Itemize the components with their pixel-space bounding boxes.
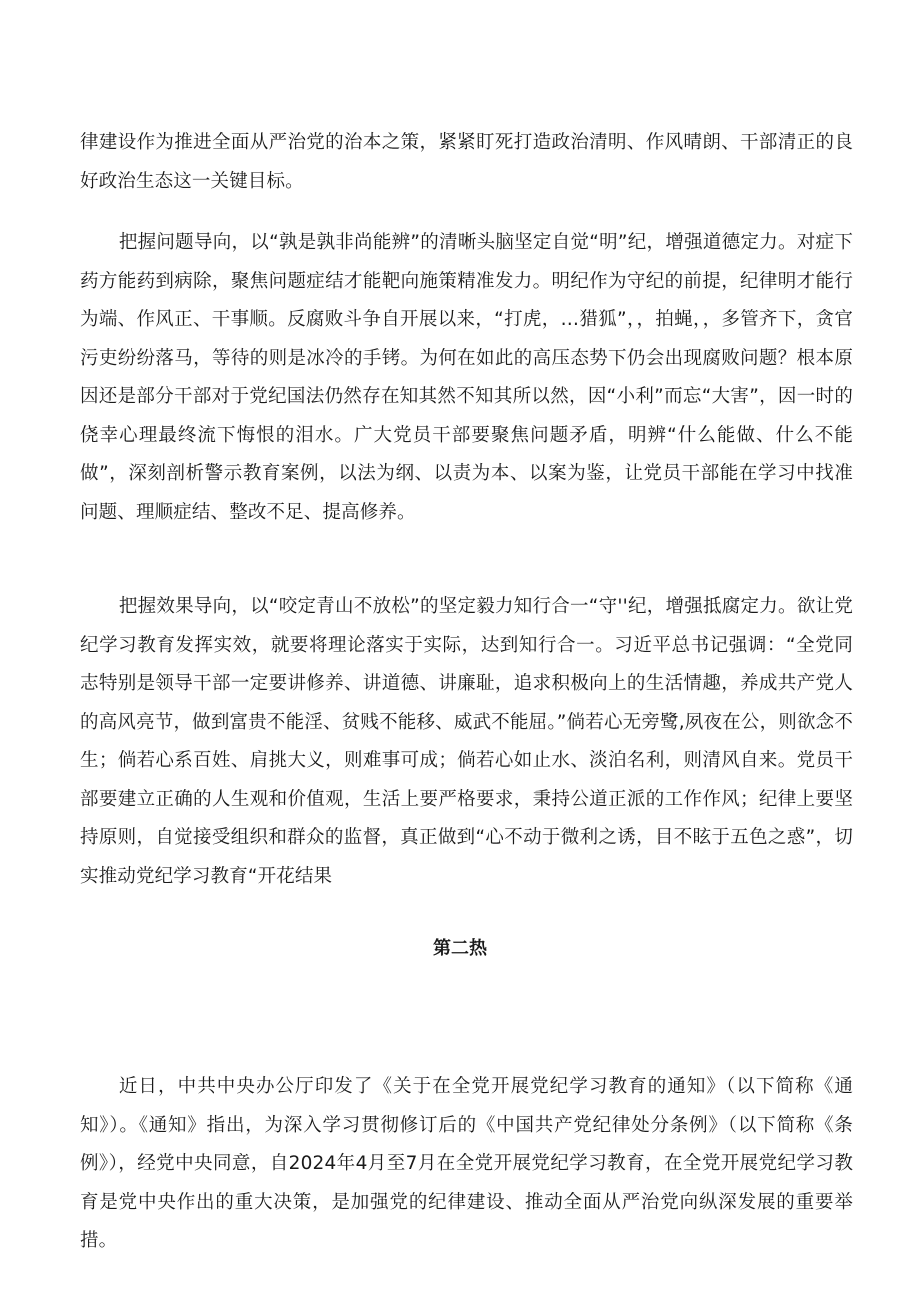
paragraph-problem-orientation: 把握问题导向，以“孰是孰非尚能辨”的清晰头脑坚定自觉“明”纪，增强道德定力。对症下药方能药到病除，聚焦问题症结才能靶向施策精准发力。明纪作为守纪的前提，纪律明才能行为端、作风正、干事顺。反腐败斗争自开展以来，“打虎，…猎狐”，，拍蝇，，多管齐下，贪官污吏纷纷落马，等待的则是冰冷的手铐。为何在如此的高压态势下仍会出现腐败问题？根本原因还是部分干部对于党纪国法仍然存在知其然不知其所以然，因“小利”而忘“大害”，因一时的侥幸心理最终流下悔恨的泪水。广大党员干部要聚焦问题矛盾，明辨“什么能做、什么不能做”，深刻剖析警示教育案例，以法为纲、以责为本、以案为鉴，让党员干部能在学习中找准问题、理顺症结、整改不足、提高修养。 — [80, 232, 853, 523]
section-heading: 第二热 — [433, 938, 487, 959]
paragraph-continuation: 律建设作为推进全面从严治党的治本之策，紧紧盯死打造政治清明、作风晴朗、干部清正的良好政治生态这一关键目标。 — [80, 132, 853, 192]
paragraph-effect-orientation: 把握效果导向，以“咬定青山不放松”的坚定毅力知行合一“守''纪，增强抵腐定力。欲让党纪学习教育发挥实效，就要将理论落实于实际，达到知行合一。习近平总书记强调：“全党同志特别是领导干部一定要讲修养、讲道德、讲廉耻，追求积极向上的生活情趣，养成共产党人的高风亮节，做到富贵不能淫、贫贱不能移、威武不能屈。”倘若心无旁鹭,夙夜在公，则欲念不生；倘若心系百姓、肩挑大义，则难事可成；倘若心如止水、淡泊名利，则清风自来。党员干部要建立正确的人生观和价值观，生活上要严格要求，秉持公道正派的工作作风；纪律上要坚持原则，自觉接受组织和群众的监督，真正做到“心不动于微利之诱，目不眩于五色之惑”，切实推动党纪学习教育“开花结果 — [80, 596, 853, 887]
paragraph-notice-intro: 近日，中共中央办公厅印发了《关于在全党开展党纪学习教育的通知》（以下简称《通知》）。《通知》指出，为深入学习贯彻修订后的《中国共产党纪律处分条例》（以下简称《条例》），经党中央同意，自2024年4月至7月在全党开展党纪学习教育，在全党开展党纪学习教育是党中央作出的重大决策，是加强党的纪律建设、推动全面从严治党向纵深发展的重要举措。 — [80, 1076, 853, 1251]
